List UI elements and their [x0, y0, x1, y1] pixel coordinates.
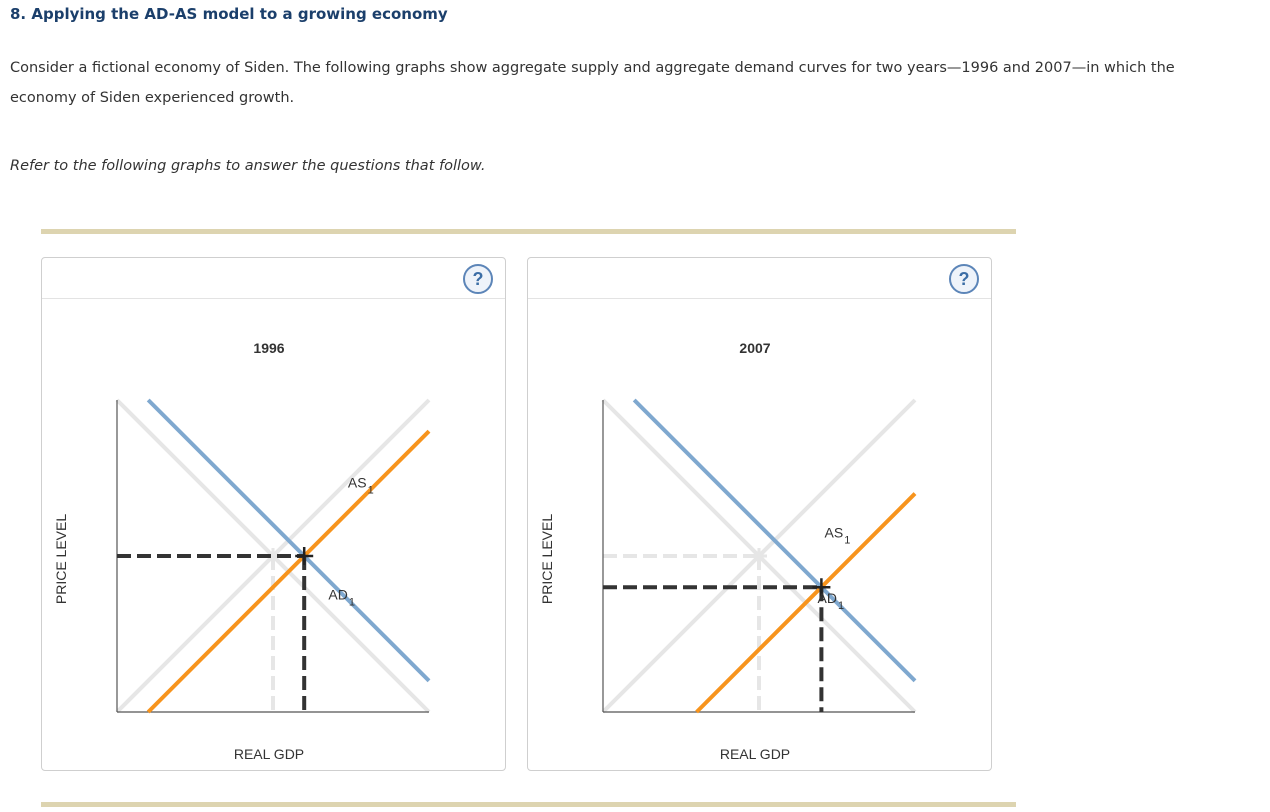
graph-panel-2007: [527, 257, 992, 771]
question-title: 8. Applying the AD-AS model to a growing economy: [10, 5, 448, 23]
as-curve-label: AS: [347, 474, 367, 491]
chart-title: 2007: [739, 340, 771, 356]
x-axis-label: REAL GDP: [719, 746, 791, 762]
ad-curve-label: AD: [328, 586, 348, 603]
top-divider: [41, 229, 1016, 234]
as-curve-label: AS: [824, 524, 844, 541]
as-curve-subscript: 1: [844, 534, 851, 547]
chart-2007: [528, 258, 991, 770]
graph-panel-1996: [41, 257, 506, 771]
instruction-text: Refer to the following graphs to answer the questions that follow.: [10, 158, 486, 174]
help-icon[interactable]: ?: [463, 264, 493, 294]
ad-curve-subscript: 1: [838, 599, 845, 612]
x-axis-label: REAL GDP: [233, 746, 305, 762]
intro-text: Consider a fictional economy of Siden. The following graphs show aggregate supply and aggregate demand curves for two years—1996 and 2007—in which the economy of Siden experienced growth.: [10, 60, 1175, 106]
bottom-divider: [41, 802, 1016, 807]
y-axis-label: PRICE LEVEL: [53, 513, 69, 605]
y-axis-label: PRICE LEVEL: [539, 513, 555, 605]
chart-title: 1996: [253, 340, 285, 356]
chart-1996: [42, 258, 505, 770]
ad-curve-label: AD: [817, 589, 837, 606]
help-icon[interactable]: ?: [949, 264, 979, 294]
as-curve-subscript: 1: [367, 484, 374, 497]
ad-curve-subscript: 1: [348, 596, 356, 609]
